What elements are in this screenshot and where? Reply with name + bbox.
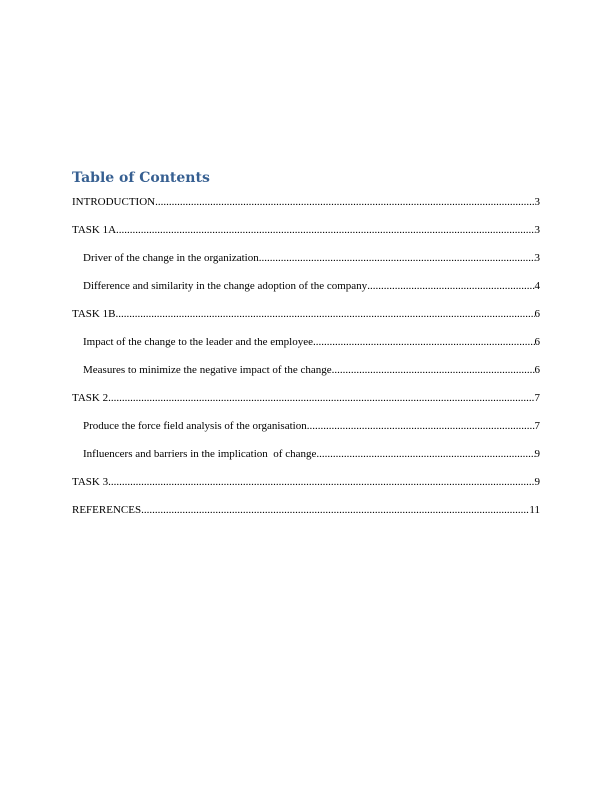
toc-leader-dots	[332, 363, 535, 377]
toc-entry-label: Influencers and barriers in the implication of change	[83, 448, 317, 460]
toc-entry-impact-of-change[interactable]	[72, 335, 540, 349]
toc-entry-label: Produce the force field analysis of the organisation	[83, 420, 307, 432]
toc-leader-dots	[316, 447, 534, 461]
toc-entry-label: Difference and similarity in the change adoption of the company	[83, 280, 368, 292]
toc-entry-page: 3	[534, 252, 540, 264]
toc-entry-page: 3	[534, 224, 540, 236]
toc-entry-label: Driver of the change in the organization	[83, 252, 259, 264]
toc-leader-dots	[108, 391, 534, 405]
toc-entry-influencers-and-barriers[interactable]	[72, 447, 540, 461]
toc-entry-label: REFERENCES	[72, 504, 142, 516]
toc-entry-driver-of-change[interactable]	[72, 251, 540, 265]
toc-leader-dots	[115, 307, 534, 321]
toc-entry-difference-and-similarity[interactable]	[72, 279, 540, 293]
toc-entry-page: 6	[534, 364, 540, 376]
toc-entry-force-field-analysis[interactable]	[72, 419, 540, 433]
toc-entry-task-1b[interactable]	[72, 307, 540, 321]
toc-entry-label: INTRODUCTION	[72, 196, 156, 208]
toc-entry-measures-to-minimize[interactable]	[72, 363, 540, 377]
toc-entry-page: 6	[534, 336, 540, 348]
toc-leader-dots	[141, 503, 529, 517]
toc-leader-dots	[367, 279, 534, 293]
toc-entry-label: Impact of the change to the leader and the employee	[83, 336, 313, 348]
toc-entry-page: 6	[534, 308, 540, 320]
toc-entry-label: TASK 1B	[72, 308, 116, 320]
toc-entry-task-3[interactable]	[72, 475, 540, 489]
toc-leader-dots	[259, 251, 535, 265]
toc-entry-page: 11	[529, 504, 540, 516]
toc-leader-dots	[116, 223, 534, 237]
toc-entry-references[interactable]	[72, 503, 540, 517]
toc-entry-page: 9	[534, 448, 540, 460]
toc-leader-dots	[155, 195, 534, 209]
toc-title: Table of Contents	[72, 170, 210, 186]
toc-entry-task-2[interactable]	[72, 391, 540, 405]
toc-entry-page: 9	[534, 476, 540, 488]
toc-entry-page: 4	[534, 280, 540, 292]
toc-entry-label: TASK 1A	[72, 224, 117, 236]
toc-entry-page: 3	[534, 196, 540, 208]
toc-entry-label: Measures to minimize the negative impact of the change	[83, 364, 332, 376]
toc-leader-dots	[108, 475, 534, 489]
toc-entry-introduction[interactable]	[72, 195, 540, 209]
toc-leader-dots	[307, 419, 535, 433]
toc-entry-task-1a[interactable]	[72, 223, 540, 237]
toc-entry-page: 7	[534, 420, 540, 432]
toc-entry-page: 7	[534, 392, 540, 404]
toc-entry-label: TASK 2	[72, 392, 109, 404]
toc-entry-label: TASK 3	[72, 476, 109, 488]
table-of-contents	[72, 168, 540, 531]
toc-leader-dots	[313, 335, 535, 349]
